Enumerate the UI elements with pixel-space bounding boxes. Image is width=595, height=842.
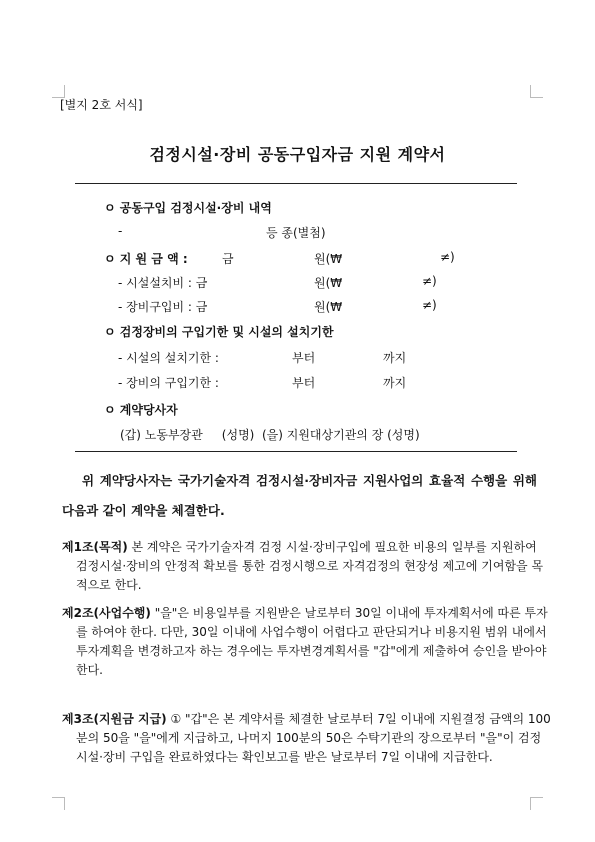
article-2-body: "을"은 비용일부를 지원받은 날로부터 30일 이내에 투자계획서에 따른 투자를 하여야 한다. 다만, 30일 이내에 사업수행이 어렵다고 판단되거나 비용지원 범위 내에서 투자계획을 변경하고자 하는 경우에는 투자변경계획서를 "갑"에게 제출하여 승인을 받아야 한다. xyxy=(76,606,548,677)
deadline-equipment-from: 부터 xyxy=(292,376,316,390)
article-1-body: 본 계약은 국가기술자격 검정 시설·장비구입에 필요한 비용의 일부를 지원하여 검정시설·장비의 안정적 확보를 통한 검정시행으로 자격검정의 현장성 제고에 기여함을 목적으로 한다. xyxy=(76,540,544,592)
amount-total-won: 원(₩ xyxy=(314,252,343,266)
section-equipment-heading: ㅇ 공동구입 검정시설·장비 내역 xyxy=(104,201,272,215)
amount-facility-label: - 시설설치비 : 금 xyxy=(118,276,208,290)
article-1-heading: 제1조(목적) xyxy=(62,540,128,554)
document-title: 검정시설·장비 공동구입자금 지원 계약서 xyxy=(149,145,446,164)
divider-top xyxy=(75,183,517,184)
deadline-facility-from: 부터 xyxy=(292,351,316,365)
article-2-heading: 제2조(사업수행) xyxy=(62,606,151,620)
section-deadline-heading: ㅇ 검정장비의 구입기한 및 시설의 설치기한 xyxy=(104,325,334,339)
corner-mark-bottom-left xyxy=(52,797,65,810)
amount-equipment-end: ≠) xyxy=(422,298,437,312)
deadline-facility-label: - 시설의 설치기한 : xyxy=(118,351,219,365)
deadline-equipment-to: 까지 xyxy=(383,376,407,390)
article-3 xyxy=(62,710,551,767)
section-equipment-dash: - xyxy=(118,224,123,238)
article-3-heading: 제3조(지원금 지급) xyxy=(62,712,167,726)
amount-equipment-label: - 장비구입비 : 금 xyxy=(118,300,208,314)
corner-mark-top-right xyxy=(530,85,543,98)
section-parties-heading: ㅇ 계약당사자 xyxy=(104,403,178,417)
contract-parties: (갑) 노동부장관 (성명) (을) 지원대상기관의 장 (성명) xyxy=(120,428,420,442)
divider-bottom xyxy=(75,451,517,452)
amount-equipment-won: 원(₩ xyxy=(314,300,343,314)
deadline-equipment-label: - 장비의 구입기한 : xyxy=(118,376,219,390)
form-number: [별지 2호 서식] xyxy=(60,98,143,112)
amount-facility-end: ≠) xyxy=(422,274,437,288)
article-1 xyxy=(62,538,551,595)
corner-mark-bottom-right xyxy=(530,797,543,810)
amount-total-end: ≠) xyxy=(440,250,455,264)
article-3-body: ① "갑"은 본 계약서를 체결한 날로부터 7일 이내에 지원결정 금액의 100분의 50을 "을"에게 지급하고, 나머지 100분의 50은 수탁기관의 장으로부터 "을"이 검정시설·장비 구입을 완료하였다는 확인보고를 받은 날로부터 7일 이내에 지급한다. xyxy=(76,712,551,764)
amount-facility-won: 원(₩ xyxy=(314,276,343,290)
lead-paragraph: 위 계약당사자는 국가기술자격 검정시설·장비자금 지원사업의 효율적 수행을 위해 다음과 같이 계약을 체결한다. xyxy=(62,473,537,518)
amount-total-prefix: 금 xyxy=(222,252,234,266)
section-amount-heading: ㅇ 지 원 금 액 : xyxy=(104,252,188,266)
article-2 xyxy=(62,604,551,680)
deadline-facility-to: 까지 xyxy=(383,351,407,365)
section-equipment-item: 등 종(별첨) xyxy=(266,226,326,240)
